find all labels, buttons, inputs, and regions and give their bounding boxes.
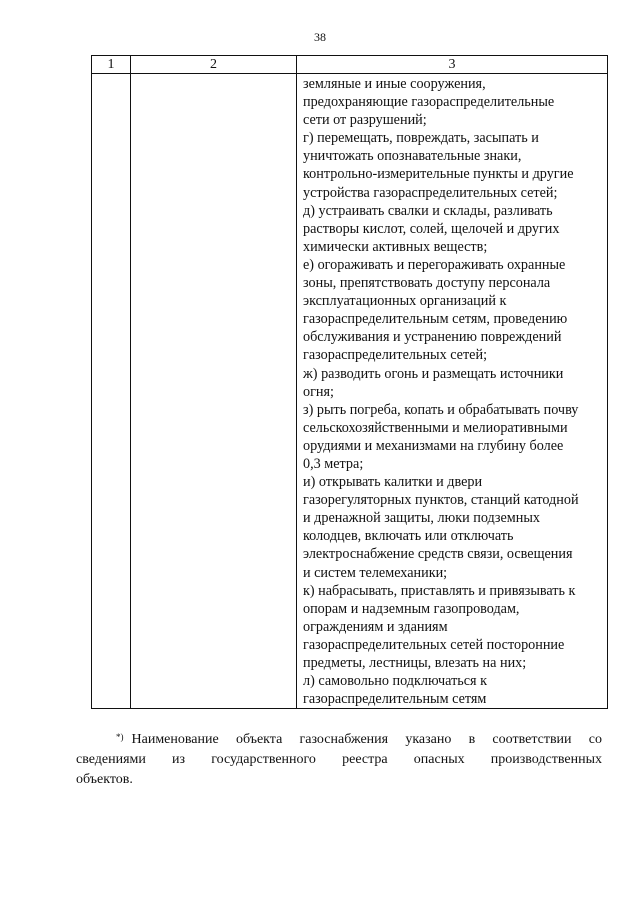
table-row <box>92 74 608 709</box>
column-header-3: 3 <box>297 56 608 74</box>
text-line: газораспределительных сетей; <box>303 347 488 364</box>
text-line: г) перемещать, повреждать, засыпать и <box>303 130 539 147</box>
footnote-line-3: объектов. <box>76 772 133 787</box>
cell-column-3 <box>297 74 608 709</box>
footnote-marker: *) <box>116 732 124 742</box>
text-line: ограждениям и зданиям <box>303 618 448 635</box>
text-line: опорам и надземным газопроводам, <box>303 600 520 617</box>
text-line: колодцев, включать или отключать <box>303 528 514 545</box>
text-line: газораспределительным сетям, проведению <box>303 311 568 328</box>
column-header-2: 2 <box>131 56 297 74</box>
page-number: 38 <box>314 30 326 44</box>
text-line: химически активных веществ; <box>303 238 488 255</box>
text-line: устройства газораспределительных сетей; <box>303 184 558 201</box>
text-line: зоны, препятствовать доступу персонала <box>303 275 551 292</box>
text-line: предохраняющие газораспределительные <box>303 94 555 111</box>
text-line: к) набрасывать, приставлять и привязывать к <box>303 582 576 599</box>
text-line: эксплуатационных организаций к <box>303 293 507 310</box>
text-line: сельскохозяйственными и мелиоративными <box>303 419 568 436</box>
text-line: газораспределительным сетям <box>303 691 487 708</box>
text-line: и) открывать калитки и двери <box>303 474 483 491</box>
prohibitions-text <box>297 74 607 708</box>
text-line: уничтожать опознавательные знаки, <box>303 148 522 165</box>
text-line: растворы кислот, солей, щелочей и других <box>303 220 560 237</box>
text-line: и систем телемеханики; <box>303 564 448 581</box>
text-line: газораспределительных сетей посторонние <box>303 636 565 653</box>
text-line: электроснабжение средств связи, освещения <box>303 546 573 563</box>
footnote-line-1: *) Наименование объекта газоснабжения указано в соответствии со <box>116 732 602 747</box>
text-line: л) самовольно подключаться к <box>303 673 488 690</box>
text-line: ж) разводить огонь и размещать источники <box>303 365 564 382</box>
table-header-row <box>92 56 608 74</box>
column-header-1: 1 <box>92 56 131 74</box>
cell-column-1 <box>92 74 131 709</box>
cell-column-2 <box>131 74 297 709</box>
text-line: предметы, лестницы, влезать на них; <box>303 655 527 671</box>
text-line: газорегуляторных пунктов, станций катодной <box>303 492 579 509</box>
text-line: е) огораживать и перегораживать охранные <box>303 256 566 273</box>
text-line: орудиями и механизмами на глубину более <box>303 437 564 454</box>
text-line: 0,3 метра; <box>303 455 364 472</box>
requirements-table <box>91 55 608 709</box>
footnote-line-2: сведениями из государственного реестра опасных производственных <box>76 752 602 767</box>
text-line: земляные и иные сооружения, <box>303 76 486 92</box>
text-line: д) устраивать свалки и склады, разливать <box>303 202 553 219</box>
footnote <box>76 730 602 790</box>
text-line: огня; <box>303 383 334 400</box>
text-line: контрольно-измерительные пункты и другие <box>303 166 574 183</box>
text-line: обслуживания и устранению повреждений <box>303 329 562 346</box>
text-line: сети от разрушений; <box>303 112 427 129</box>
text-line: з) рыть погреба, копать и обрабатывать почву <box>303 401 579 418</box>
text-line: и дренажной защиты, люки подземных <box>303 510 540 527</box>
